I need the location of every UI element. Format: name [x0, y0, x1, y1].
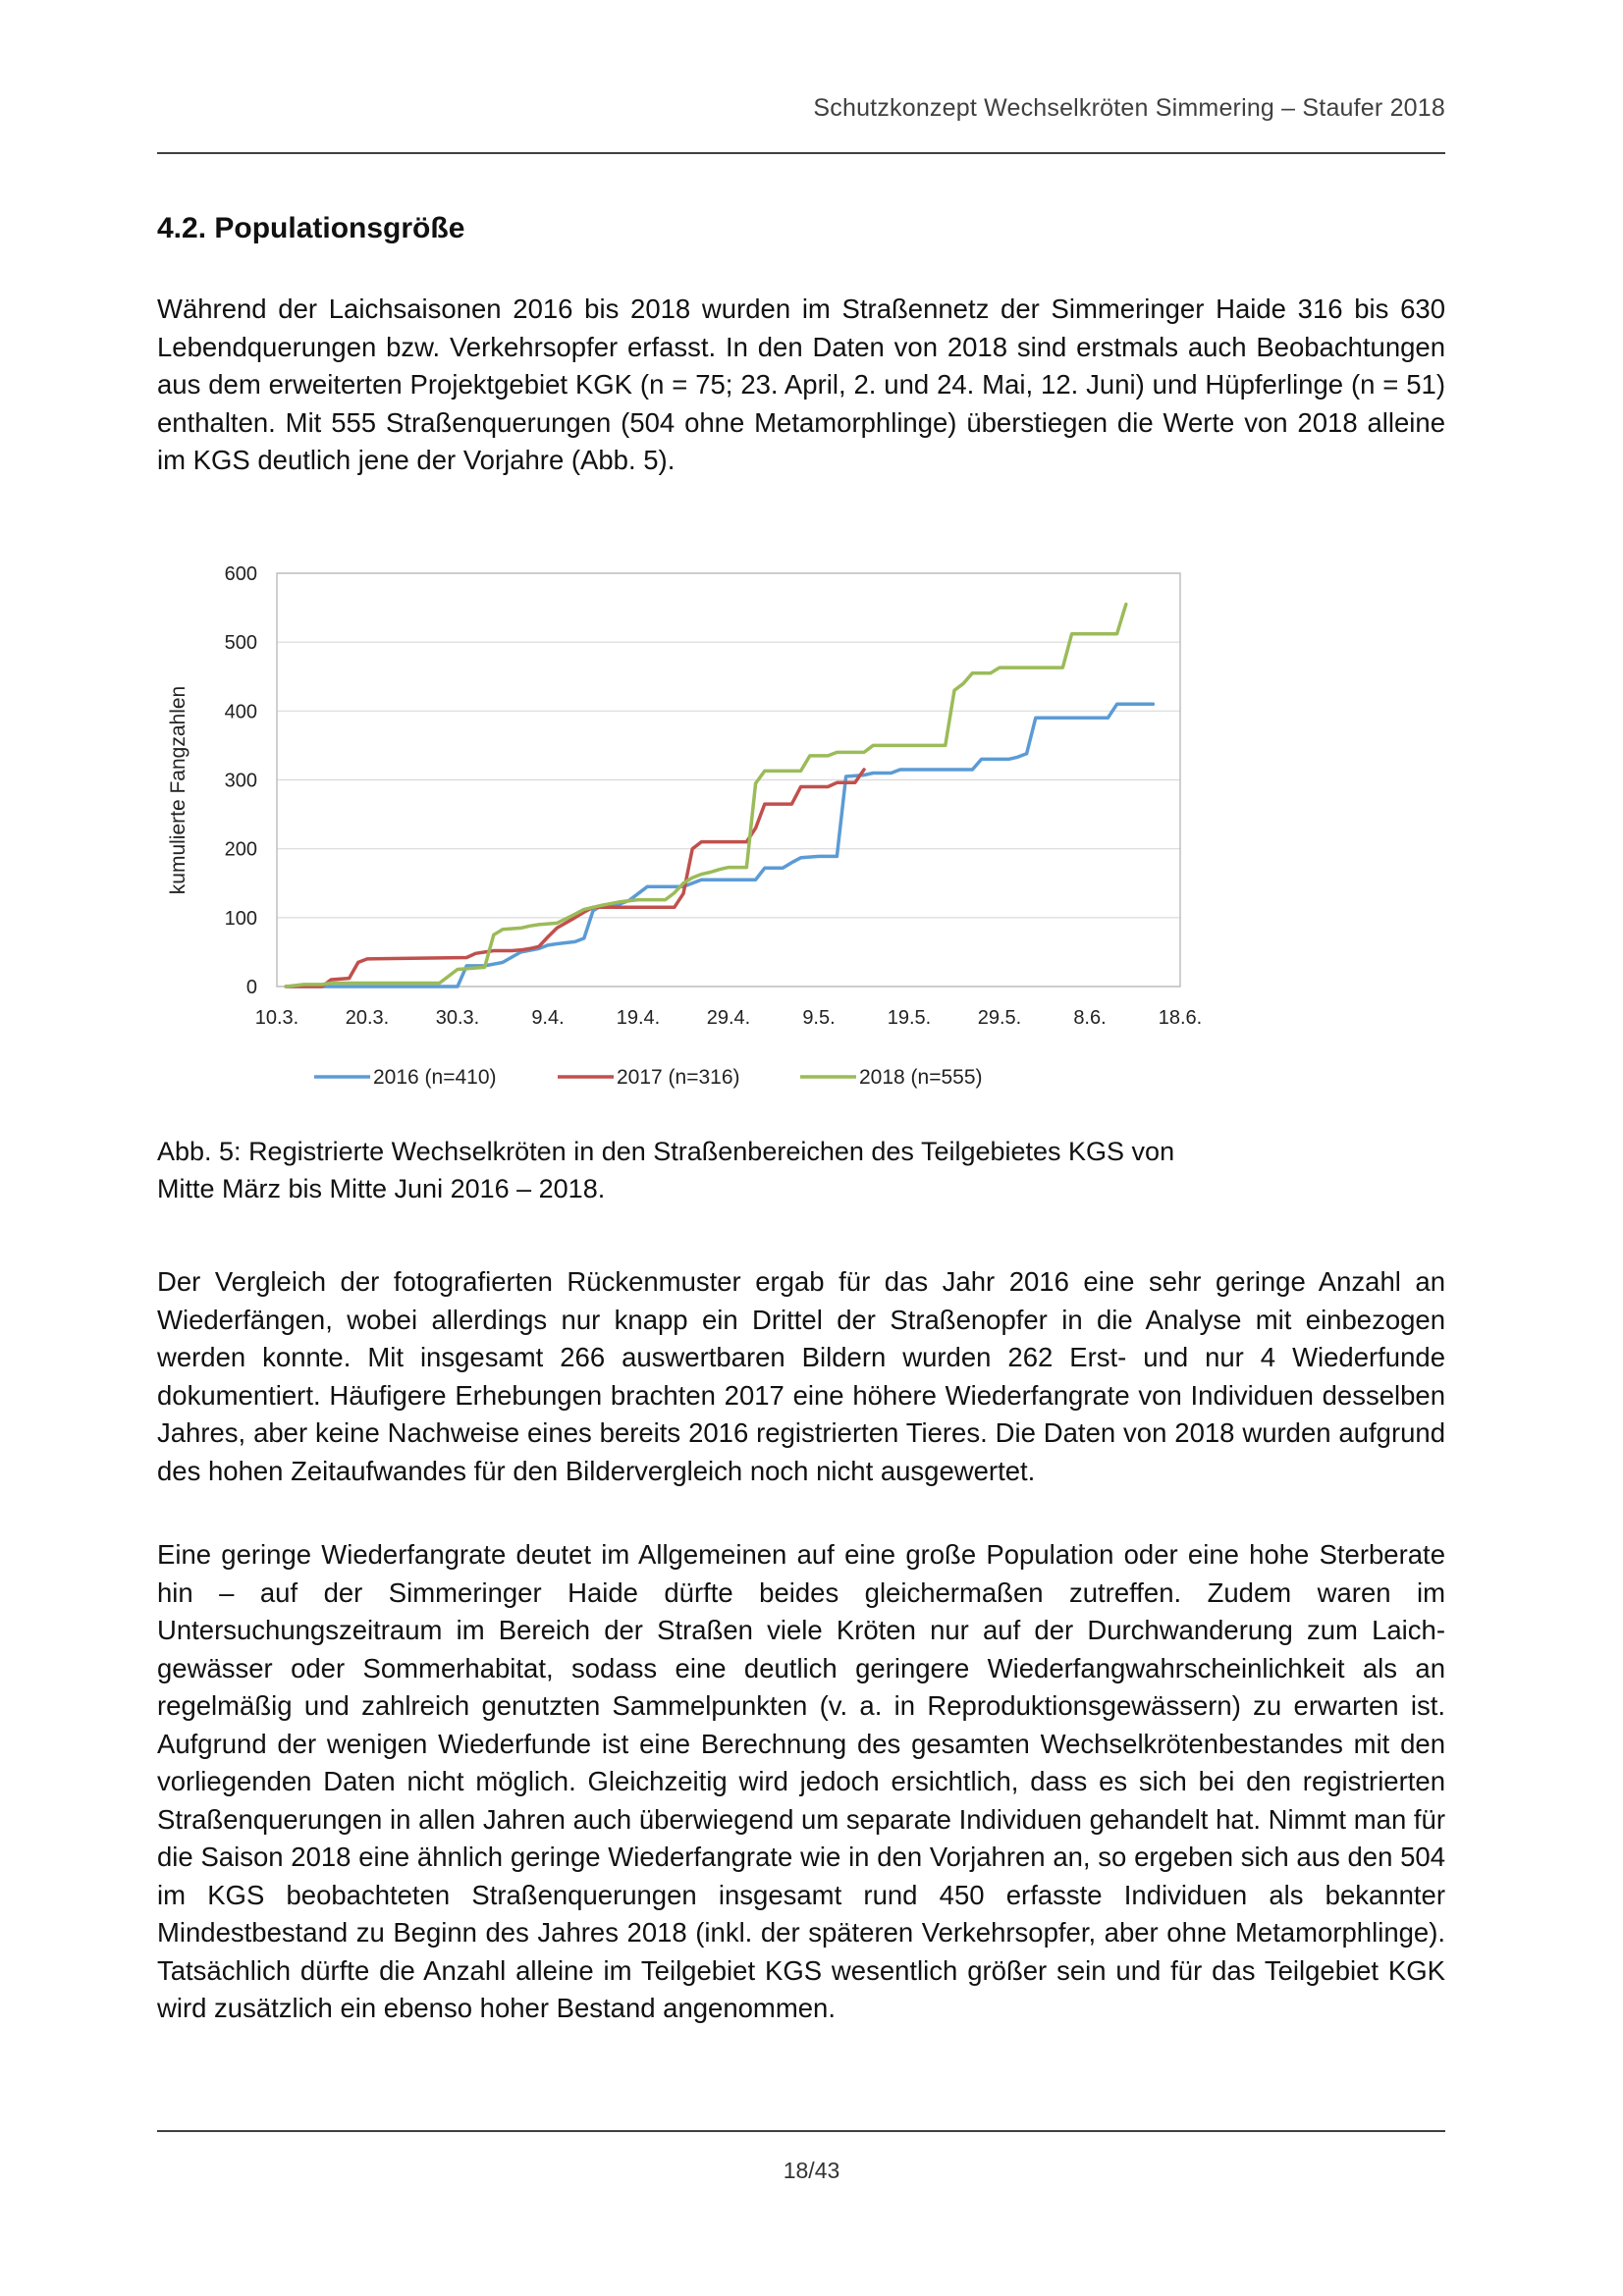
- chart-gridlines: [277, 573, 1180, 987]
- y-tick-labels: [225, 563, 257, 998]
- x-tick-label: 19.5.: [887, 1007, 932, 1029]
- series-line-1: [286, 704, 1153, 987]
- y-tick-label: 200: [224, 838, 257, 861]
- header-rule: [157, 152, 1445, 154]
- caption-line-1: Abb. 5: Registrierte Wechselkröten in den Straßenbereichen des Teilgebietes KGS von: [157, 1137, 1175, 1166]
- page-number: 18/43: [783, 2158, 840, 2183]
- y-axis-label: kumulierte Fangzahlen: [167, 685, 189, 895]
- chart-series: [286, 605, 1153, 987]
- x-tick-label: 30.3.: [435, 1007, 480, 1029]
- x-tick-label: 19.4.: [616, 1007, 661, 1029]
- figure-caption: [157, 1133, 1445, 1207]
- x-tick-label: 29.4.: [706, 1007, 751, 1029]
- legend-label: 2016 (n=410): [373, 1066, 497, 1089]
- population-chart: [157, 550, 1237, 1099]
- paragraph-population-estimate: Eine geringe Wiederfangrate deutet im Allgemeinen auf eine große Population oder eine hohe Sterberate hin – auf der Simmeringer Haide dürfte beides gleichermaßen zutreffen. Zudem waren im Untersuchungszeitraum im Bereich der Straßen viele Kröten nur auf der Durchwanderung zum Laichgewässer oder Sommerhabitat, sodass eine deutlich geringere Wiederfangwahrscheinlichkeit als an regelmäßig und zahlreich genutzten Sammelpunkten (v. a. in Reproduktionsgewässern) zu erwarten ist. Aufgrund der wenigen Wiederfunde ist eine Berechnung des gesamten Wechselkrötenbestandes mit den vorliegenden Daten nicht möglich. Gleichzeitig wird jedoch ersichtlich, dass es sich bei den registrierten Straßenquerungen in allen Jahren auch überwiegend um separate Individuen gehandelt hat. Nimmt man für die Saison 2018 eine ähnlich geringe Wiederfangrate wie in den Vorjahren an, so ergeben sich aus den 504 im KGS beobachteten Straßenquerungen insgesamt rund 450 erfasste Individuen als bekannter Mindestbestand zu Beginn des Jahres 2018 (inkl. der späteren Verkehrsopfer, aber ohne Metamorphlinge). Tatsächlich dürfte die Anzahl alleine im Teilgebiet KGS wesentlich größer sein und für das Teilgebiet KGK wird zusätzlich ein ebenso hoher Bestand angenommen.: [157, 1539, 1445, 2023]
- x-tick-labels: [255, 1007, 1202, 1029]
- series-line-2: [286, 770, 864, 987]
- x-tick-label: 18.6.: [1158, 1007, 1203, 1029]
- y-tick-label: 400: [224, 701, 257, 723]
- chart-legend: [314, 1066, 983, 1089]
- y-tick-label: 300: [224, 770, 257, 792]
- section-title: 4.2. Populationsgröße: [157, 212, 465, 244]
- x-tick-label: 8.6.: [1073, 1007, 1107, 1029]
- paragraph-recapture: Der Vergleich der fotografierten Rückenmuster ergab für das Jahr 2016 eine sehr geringe Anzahl an Wiederfängen, wobei allerdings nur knapp ein Drittel der Straßenopfer in die Analyse mit einbezogen werden konnte. Mit insgesamt 266 auswertbaren Bildern wurden 262 Erst- und nur 4 Wiederfunde dokumentiert. Häufigere Erhebungen brachten 2017 eine höhere Wiederfangrate von Individuen desselben Jahres, aber keine Nachweise eines bereits 2016 registrierten Tieres. Die Daten von 2018 wurden aufgrund des hohen Zeitaufwandes für den Bildervergleich noch nicht ausgewertet.: [157, 1266, 1445, 1486]
- x-tick-label: 9.5.: [802, 1007, 836, 1029]
- legend-item-1: [314, 1066, 497, 1089]
- legend-label: 2017 (n=316): [617, 1066, 740, 1089]
- x-tick-label: 20.3.: [345, 1007, 390, 1029]
- y-tick-label: 100: [224, 907, 257, 930]
- series-line-3: [286, 605, 1126, 987]
- running-header: Schutzkonzept Wechselkröten Simmering – Staufer 2018: [813, 94, 1445, 122]
- legend-label: 2018 (n=555): [859, 1066, 983, 1089]
- y-tick-label: 0: [245, 977, 257, 998]
- y-tick-label: 500: [224, 632, 257, 655]
- footer-rule: [157, 2130, 1445, 2132]
- paragraph-intro: Während der Laichsaisonen 2016 bis 2018 wurden im Straßennetz der Simmeringer Haide 316 bis 630 Lebendquerungen bzw. Verkehrsopfer erfasst. In den Daten von 2018 sind erstmals auch Beobachtungen aus dem erweiterten Projektgebiet KGK (n = 75; 23. April, 2. und 24. Mai, 12. Juni) und Hüpferlinge (n = 51) enthalten. Mit 555 Straßenquerungen (504 ohne Metamorphlinge) überstiegen die Werte von 2018 alleine im KGS deutlich jene der Vorjahre (Abb. 5).: [157, 294, 1445, 475]
- caption-line-2: Mitte März bis Mitte Juni 2016 – 2018.: [157, 1174, 606, 1203]
- legend-item-2: [558, 1066, 740, 1089]
- x-tick-label: 9.4.: [531, 1007, 565, 1029]
- y-tick-label: 600: [224, 563, 257, 585]
- legend-item-3: [800, 1066, 983, 1089]
- x-tick-label: 29.5.: [977, 1007, 1022, 1029]
- x-tick-label: 10.3.: [254, 1007, 299, 1029]
